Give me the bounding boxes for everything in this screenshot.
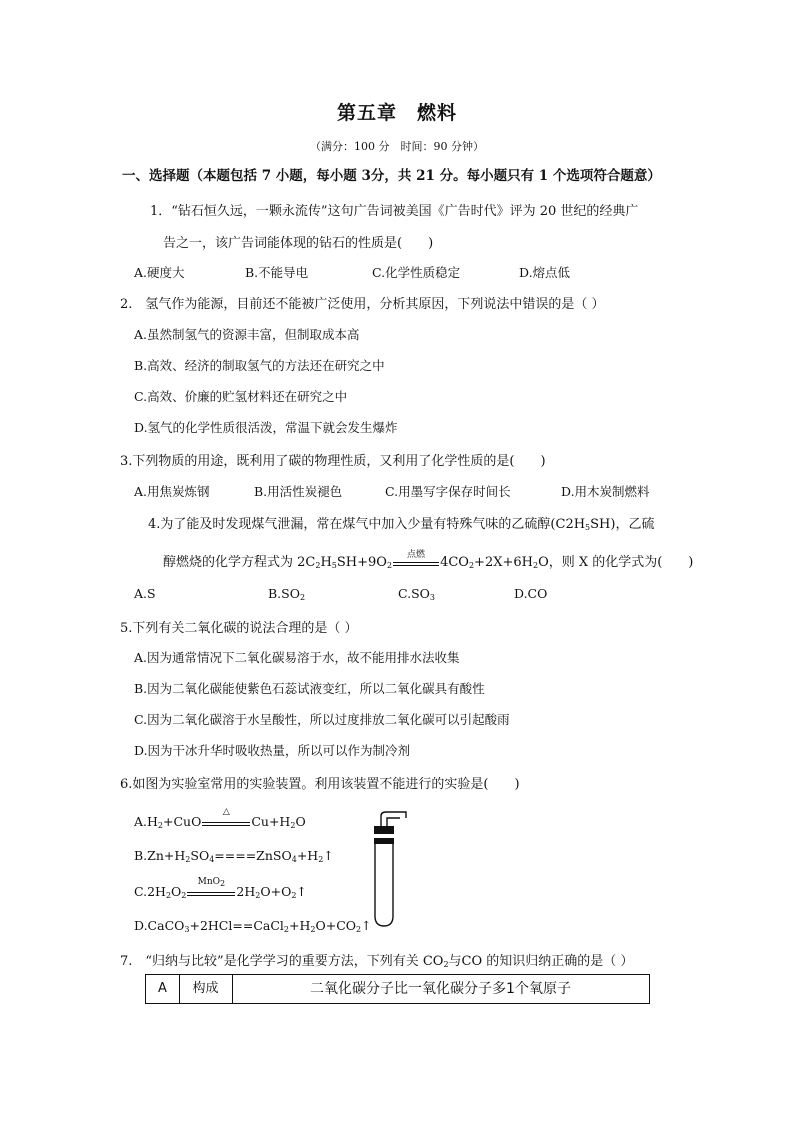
question-3: 3.下列物质的用途，既利用了碳的物理性质，又利用了化学性质的是( ) [120,454,546,469]
table-cell-category: 构成 [179,975,233,1003]
section-heading: 一、选择题（本题包括 7 小题，每小题 3分，共 21 分。每小题只有 1 个选项符合题意） [122,168,661,184]
q2-option-b: B.高效、经济的制取氢气的方法还在研究之中 [134,358,385,373]
q5-option-a: A.因为通常情况下二氧化碳易溶于水，故不能用排水法收集 [134,650,460,665]
q1-option-d: D.熔点低 [519,265,571,280]
q2-option-a: A.虽然制氢气的资源丰富，但制取成本高 [134,327,360,342]
q4-option-a: A.S [134,586,156,601]
q3-option-d: D.用木炭制燃料 [561,484,650,499]
q3-option-b: B.用活性炭褪色 [254,484,343,499]
question-7: 7. “归纳与比较”是化学学习的重要方法，下列有关 $CO_2$与CO 的知识归纳正确的是（ ） [120,954,634,969]
page-title: 第五章 燃料 [336,102,457,124]
q1-option-a: A.硬度大 [134,265,185,280]
question-2: 2. 氢气作为能源，目前还不能被广泛使用，分析其原因，下列说法中错误的是（ ） [120,297,605,312]
test-tube-icon [360,808,420,930]
table-cell-content: 二氧化碳分子比一氧化碳分子多1个氧原子 [310,981,571,997]
q2-option-d: D.氢气的化学性质很活泼，常温下就会发生爆炸 [134,420,398,435]
q3-option-c: C.用墨写字保存时间长 [385,484,511,499]
table-cell-option: A [146,975,180,1003]
question-1-line-2: 告之一，该广告词能体现的钻石的性质是( ) [163,236,434,251]
q1-option-b: B.不能导电 [245,265,309,280]
q1-option-c: C.化学性质稳定 [372,265,461,280]
q3-option-a: A.用焦炭炼钢 [134,484,210,499]
q4-option-c: $C.SO_3$ [398,586,435,602]
q6-option-a: $A.H_2+CuO$ △ $Cu+H_2O$ [134,806,306,830]
q5-option-c: C.因为二氧化碳溶于水呈酸性，所以过度排放二氧化碳可以引起酸雨 [134,712,510,727]
exam-info: （满分：100 分 时间：90 分钟） [310,140,484,153]
question-1-line-1: 1．“钻石恒久远，一颗永流传”这句广告词被美国《广告时代》评为 20 世纪的经典广 [150,204,639,219]
q4-option-d: D.CO [514,586,548,601]
comparison-table [145,974,650,1004]
q6-option-b: $B.Zn+H_2SO_4====ZnSO_4+H_2↑$ [134,848,334,864]
question-4-line-1: 4.为了能及时发现煤气泄漏，常在煤气中加入少量有特殊气味的乙硫醇$(C2H_5SH)$，乙硫 [148,517,655,532]
q4-option-b: $B.SO_2$ [268,586,306,602]
q5-option-d: D.因为干冰升华时吸收热量，所以可以作为制冷剂 [134,743,411,758]
question-6: 6.如图为实验室常用的实验装置。利用该装置不能进行的实验是( ) [120,777,520,792]
q6-option-d: $D.CaCO_3+2HCl==CaCl_2+H_2O+CO_2↑$ [134,918,372,934]
q5-option-b: B.因为二氧化碳能使紫色石蕊试液变红，所以二氧化碳具有酸性 [134,681,485,696]
q2-option-c: C.高效、价廉的贮氢材料还在研究之中 [134,389,348,404]
question-4-line-2: 醇燃烧的化学方程式为 $2C_2H_5SH+9O_2$ 点燃 $4CO_2+2X+6H_2O$，则 X 的化学式为( ) [163,549,694,570]
q6-option-c: $C.2H_2O_2$ MnO$_2$ $2H_2O+O_2↑$ [134,876,307,900]
reaction-condition-arrow: 点燃 [393,556,439,570]
question-5: 5.下列有关二氧化碳的说法合理的是（ ） [120,621,358,636]
